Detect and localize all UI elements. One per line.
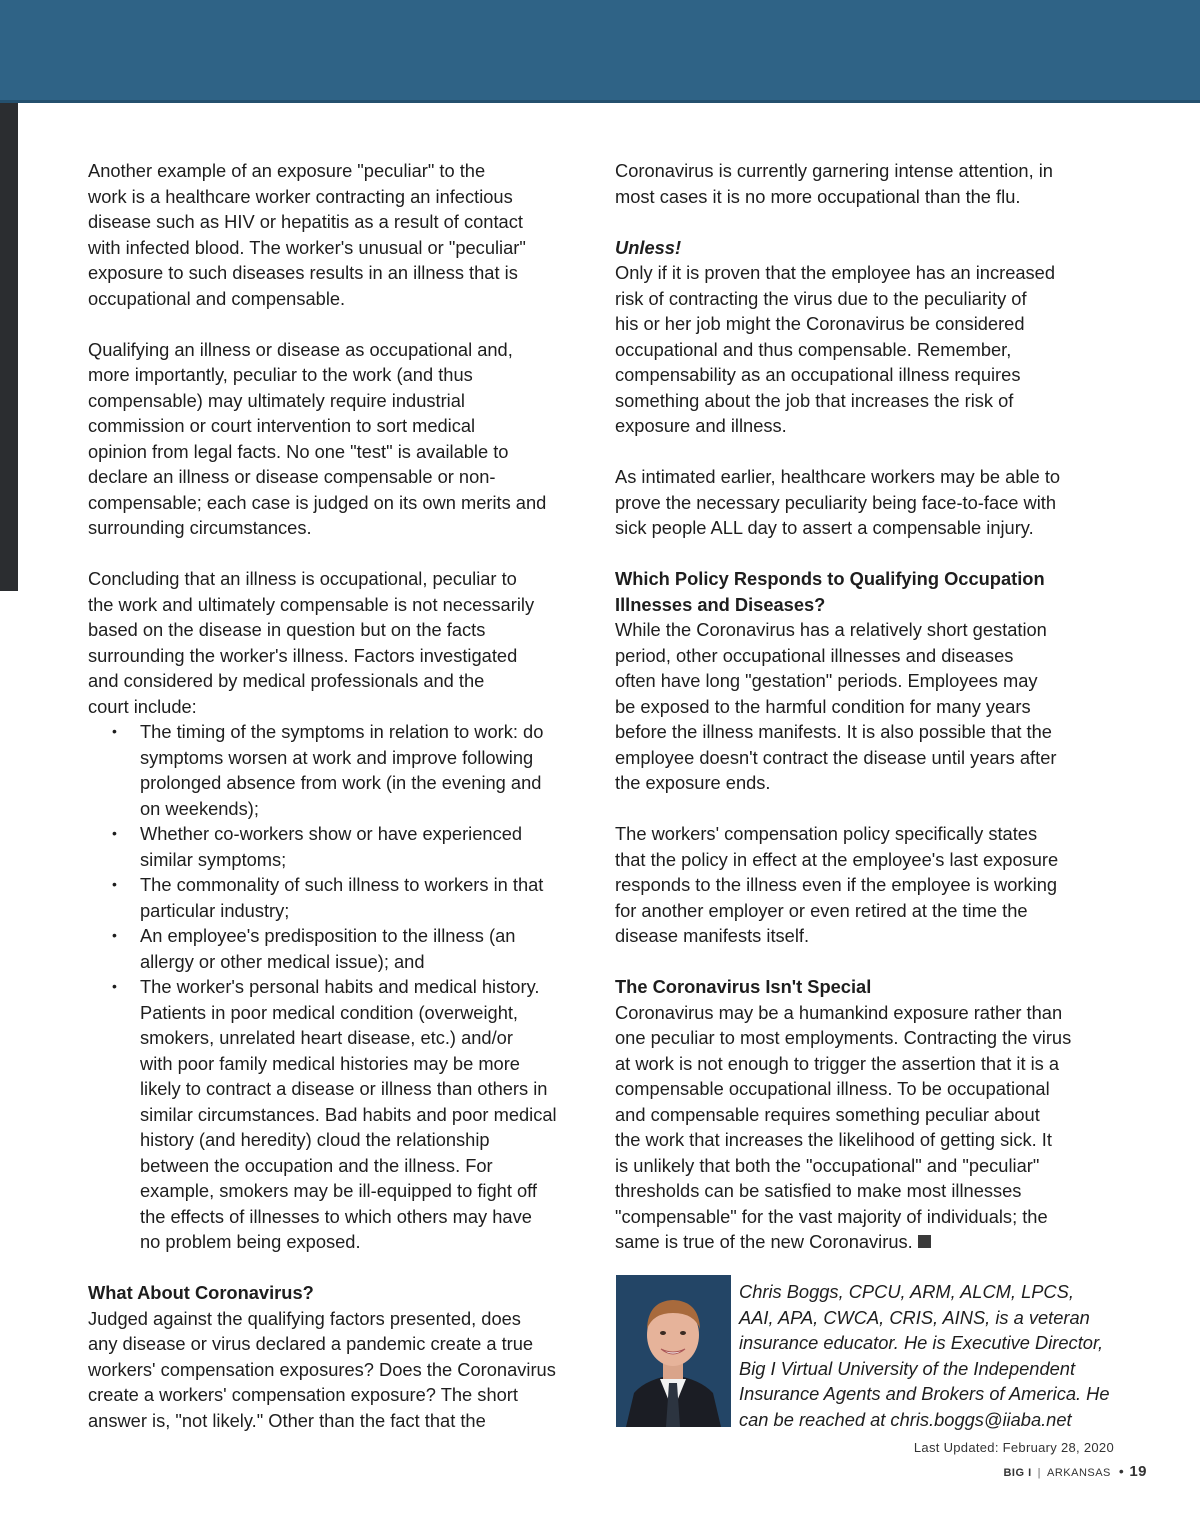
paragraph-judged-against: Judged against the qualifying factors presented, does any disease or virus declared a pandemic create a true workers' compensation exposures? Does the Coronavirus create a workers' compensation exposure? The short answer is, "not likely." Other than the fact that the (88, 1307, 556, 1431)
factors-list (88, 719, 594, 1255)
footer-brand: BIG I (1003, 1467, 1032, 1479)
paragraph-policy-last-exposure: The workers' compensation policy specifically states that the policy in effect at the employee's last exposure responds to the illness even if the employee is working for another employer or even retired at the time the disease manifests itself. (615, 823, 1059, 946)
list-item: • The commonality of such illness to workers in that particular industry; (88, 872, 594, 923)
author-portrait-illustration (616, 1275, 731, 1427)
footer-bullet: • (1118, 1463, 1125, 1479)
left-edge-strip (0, 103, 18, 591)
paragraph-gestation: While the Coronavirus has a relatively short gestation period, other occupational illnesses and diseases often have long "gestation" periods. Employees may be exposed to the harmful condition for many years before the illness manifests. It is also possible that the employee doesn't contract the disease until years after the exposure ends. (615, 619, 1057, 793)
list-item: • Whether co-workers show or have experienced similar symptoms; (88, 821, 594, 872)
footer-state: ARKANSAS (1046, 1467, 1111, 1479)
paragraph-humankind-text: Coronavirus may be a humankind exposure rather than one peculiar to most employments. Contracting the virus at work is not enough to trigger the assertion that it is a compensable occupational illness. To be occupational and compensable requires something peculiar about the work that increases the likelihood of getting sick. It is unlikely that both the "occupational" and "peculiar" thresholds can be satisfied to make most illnesses "compensable" for the vast majority of individuals; the same is true of the new Coronavirus. (615, 1001, 1072, 1252)
heading-unless: Unless! (615, 236, 682, 258)
end-of-article-mark (918, 1235, 931, 1248)
list-item: • The worker's personal habits and medical history. Patients in poor medical condition (overweight, smokers, unrelated heart disease, etc.) and/or with poor family medical histories may be more likely to contract a disease or illness than others in similar circumstances. Bad habits and poor medical history (and heredity) cloud the relationship between the occupation and the illness. For example, smokers may be ill-equipped to fight off the effects of illnesses to which others may have no problem being exposed. (88, 974, 594, 1255)
author-photo (616, 1275, 731, 1427)
paragraph-coronavirus-attention: Coronavirus is currently garnering intense attention, in most cases it is no more occupational than the flu. (615, 160, 1053, 207)
left-column (88, 158, 594, 1433)
paragraph-healthcare-workers: As intimated earlier, healthcare workers may be able to prove the necessary peculiarity being face-to-face with sick people ALL day to assert a compensable injury. (615, 466, 1061, 538)
list-item: • An employee's predisposition to the illness (an allergy or other medical issue); and (88, 923, 594, 974)
page-footer (900, 1463, 1147, 1480)
paragraph-peculiar-example: Another example of an exposure "peculiar" to the work is a healthcare worker contracting an infectious disease such as HIV or hepatitis as a result of contact with infected blood. The worker's unusual or "peculiar" exposure to such diseases results in an illness that is occupational and compensable. (88, 160, 526, 309)
last-updated: Last Updated: February 28, 2020 (913, 1440, 1114, 1455)
paragraph-only-if-proven: Only if it is proven that the employee has an increased risk of contracting the virus due to the peculiarity of his or her job might the Coronavirus be considered occupational and thus compensable. Remember, compensability as an occupational illness requires something about the job that increases the risk of exposure and illness. (615, 262, 1056, 436)
heading-which-policy-responds: Which Policy Responds to Qualifying Occupation Illnesses and Diseases? (615, 568, 1045, 615)
paragraph-qualifying-illness: Qualifying an illness or disease as occupational and, more importantly, peculiar to the work (and thus compensable) may ultimately require industrial commission or court intervention to sort medical opinion from legal facts. No one "test" is available to declare an illness or disease compensable or non- compensable; each case is judged on its own merits and surrounding circumstances. (88, 338, 547, 538)
list-item: • The timing of the symptoms in relation to work: do symptoms worsen at work and improve following prolonged absence from work (in the evening and on weekends); (88, 719, 594, 821)
author-bio: Chris Boggs, CPCU, ARM, ALCM, LPCS, AAI, APA, CWCA, CRIS, AINS, is a veteran insurance educator. He is Executive Director, Big I Virtual University of the Independent Insurance Agents and Brokers of America. He can be reached at chris.boggs@iiaba.net (739, 1281, 1110, 1430)
right-column (615, 158, 1123, 1255)
header-band-shadow (0, 100, 1200, 103)
paragraph-factors-intro: Concluding that an illness is occupational, peculiar to the work and ultimately compensable is not necessarily based on the disease in question but on the facts surrounding the worker's illness. Factors investigated and considered by medical professionals and the court include: (88, 568, 535, 717)
heading-what-about-coronavirus: What About Coronavirus? (88, 1282, 314, 1303)
footer-separator: | (1037, 1467, 1041, 1479)
heading-coronavirus-not-special: The Coronavirus Isn't Special (615, 976, 872, 997)
header-band (0, 0, 1200, 102)
paragraph-humankind-exposure (615, 1000, 1123, 1255)
page-number: 19 (1129, 1463, 1147, 1480)
